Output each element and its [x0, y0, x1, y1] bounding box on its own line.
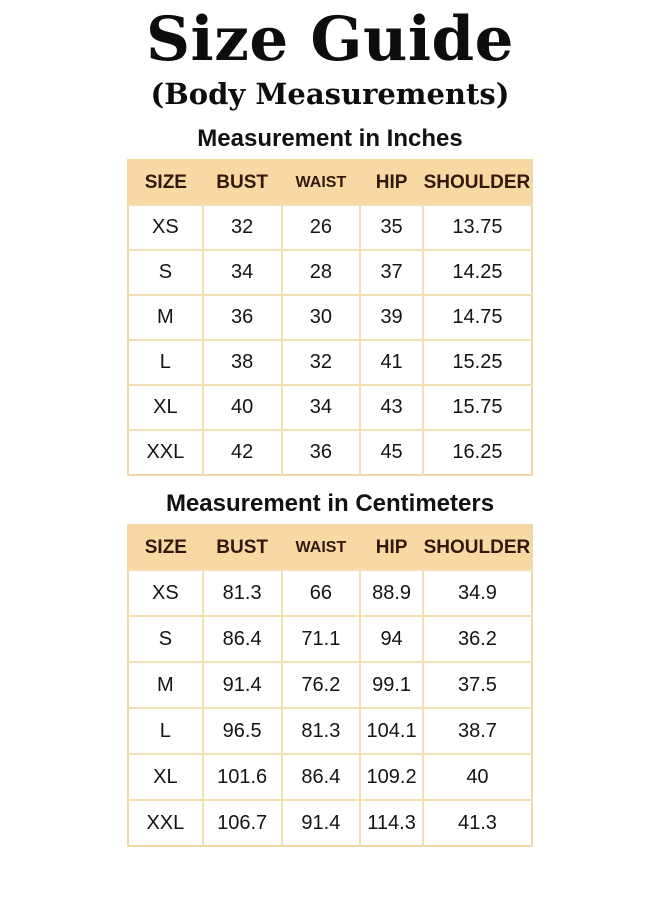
table-row: [128, 385, 532, 430]
value-cell: 45: [360, 430, 423, 475]
value-cell: 36: [203, 295, 282, 340]
table-row: [128, 662, 532, 708]
column-header-bust: BUST: [203, 525, 282, 570]
value-cell: 37.5: [423, 662, 532, 708]
column-header-waist: WAIST: [282, 525, 361, 570]
section-title-inches: Measurement in Inches: [197, 125, 463, 153]
value-cell: 36: [282, 430, 361, 475]
column-header-waist: WAIST: [282, 160, 361, 205]
value-cell: 94: [360, 616, 423, 662]
value-cell: 88.9: [360, 570, 423, 616]
value-cell: 39: [360, 295, 423, 340]
column-header-size: SIZE: [128, 160, 203, 205]
value-cell: 41.3: [423, 800, 532, 846]
value-cell: 81.3: [203, 570, 282, 616]
value-cell: 99.1: [360, 662, 423, 708]
value-cell: 86.4: [282, 754, 361, 800]
centimeters-table: [127, 524, 533, 847]
size-cell: L: [128, 708, 203, 754]
centimeters-section: [0, 490, 660, 847]
value-cell: 38: [203, 340, 282, 385]
value-cell: 32: [203, 205, 282, 250]
value-cell: 91.4: [203, 662, 282, 708]
table-row: [128, 205, 532, 250]
value-cell: 81.3: [282, 708, 361, 754]
value-cell: 41: [360, 340, 423, 385]
table-row: [128, 570, 532, 616]
size-cell: XXL: [128, 800, 203, 846]
value-cell: 34: [282, 385, 361, 430]
size-cell: XXL: [128, 430, 203, 475]
value-cell: 40: [423, 754, 532, 800]
value-cell: 71.1: [282, 616, 361, 662]
value-cell: 76.2: [282, 662, 361, 708]
column-header-shoulder: SHOULDER: [423, 525, 532, 570]
size-cell: S: [128, 250, 203, 295]
table-row: [128, 800, 532, 846]
size-cell: S: [128, 616, 203, 662]
table-row: [128, 250, 532, 295]
size-cell: M: [128, 295, 203, 340]
value-cell: 16.25: [423, 430, 532, 475]
column-header-shoulder: SHOULDER: [423, 160, 532, 205]
page-title: Size Guide: [146, 4, 514, 75]
size-cell: L: [128, 340, 203, 385]
value-cell: 15.25: [423, 340, 532, 385]
table-row: [128, 340, 532, 385]
size-cell: XS: [128, 205, 203, 250]
size-cell: XL: [128, 754, 203, 800]
column-header-size: SIZE: [128, 525, 203, 570]
table-row: [128, 754, 532, 800]
table-row: [128, 430, 532, 475]
value-cell: 86.4: [203, 616, 282, 662]
value-cell: 43: [360, 385, 423, 430]
size-cell: XS: [128, 570, 203, 616]
value-cell: 106.7: [203, 800, 282, 846]
value-cell: 101.6: [203, 754, 282, 800]
value-cell: 30: [282, 295, 361, 340]
size-cell: M: [128, 662, 203, 708]
value-cell: 28: [282, 250, 361, 295]
value-cell: 40: [203, 385, 282, 430]
value-cell: 35: [360, 205, 423, 250]
value-cell: 34.9: [423, 570, 532, 616]
value-cell: 66: [282, 570, 361, 616]
table-row: [128, 616, 532, 662]
value-cell: 96.5: [203, 708, 282, 754]
value-cell: 109.2: [360, 754, 423, 800]
column-header-hip: HIP: [360, 160, 423, 205]
value-cell: 36.2: [423, 616, 532, 662]
value-cell: 42: [203, 430, 282, 475]
size-cell: XL: [128, 385, 203, 430]
value-cell: 32: [282, 340, 361, 385]
column-header-hip: HIP: [360, 525, 423, 570]
column-header-bust: BUST: [203, 160, 282, 205]
section-title-centimeters: Measurement in Centimeters: [165, 490, 495, 518]
value-cell: 38.7: [423, 708, 532, 754]
value-cell: 37: [360, 250, 423, 295]
header-row: [128, 525, 532, 570]
value-cell: 13.75: [423, 205, 532, 250]
value-cell: 26: [282, 205, 361, 250]
table-row: [128, 708, 532, 754]
value-cell: 34: [203, 250, 282, 295]
header-row: [128, 160, 532, 205]
value-cell: 104.1: [360, 708, 423, 754]
value-cell: 91.4: [282, 800, 361, 846]
value-cell: 14.75: [423, 295, 532, 340]
value-cell: 15.75: [423, 385, 532, 430]
inches-table: [127, 159, 533, 476]
value-cell: 14.25: [423, 250, 532, 295]
value-cell: 114.3: [360, 800, 423, 846]
table-row: [128, 295, 532, 340]
inches-section: [0, 125, 660, 476]
page-subtitle: (Body Measurements): [150, 77, 510, 112]
